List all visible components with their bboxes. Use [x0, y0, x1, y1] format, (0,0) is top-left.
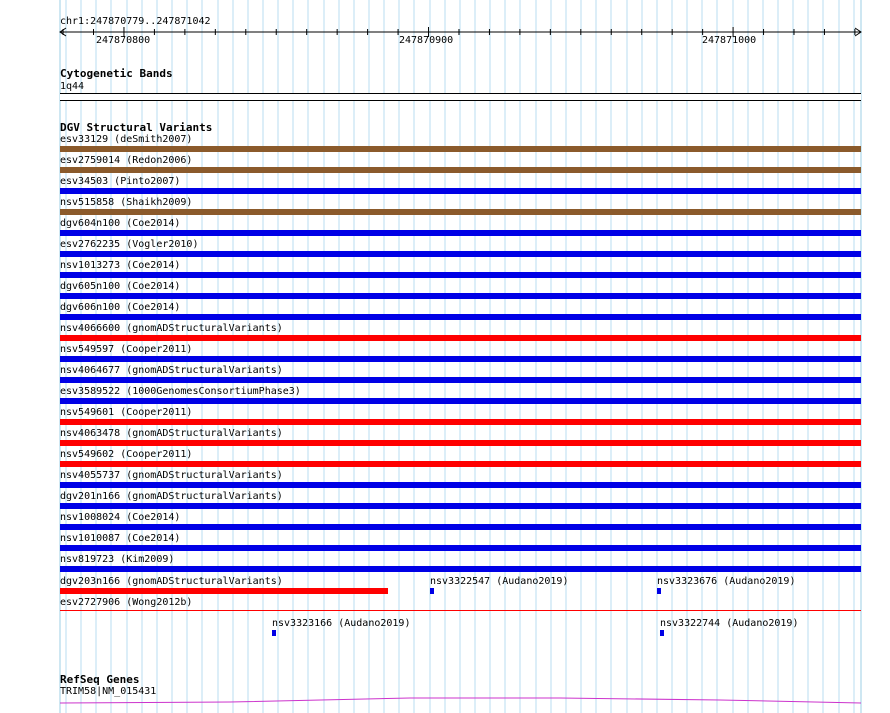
refseq-track-title: RefSeq Genes [60, 673, 140, 686]
dgv-feature-bar[interactable] [60, 167, 861, 173]
dgv-feature-bar[interactable] [60, 566, 861, 572]
dgv-feature-label: esv3589522 (1000GenomesConsortiumPhase3) [60, 386, 301, 397]
dgv-feature-label: nsv549601 (Cooper2011) [60, 407, 193, 418]
dgv-feature-bar[interactable] [60, 588, 388, 594]
dgv-feature-label: nsv3322547 (Audano2019) [430, 576, 569, 587]
cytoband-feature[interactable] [60, 93, 861, 101]
dgv-feature-label: esv33129 (deSmith2007) [60, 134, 193, 145]
dgv-feature-bar[interactable] [60, 440, 861, 446]
ruler-tick-label: 247870800 [96, 35, 151, 46]
dgv-feature-bar[interactable] [60, 419, 861, 425]
dgv-feature-label: nsv819723 (Kim2009) [60, 554, 175, 565]
dgv-feature-label: esv34503 (Pinto2007) [60, 176, 181, 187]
refseq-gene-feature[interactable] [0, 690, 890, 710]
dgv-feature-bar[interactable] [60, 398, 861, 404]
dgv-feature-bar[interactable] [60, 209, 861, 215]
dgv-feature-label: nsv1010087 (Coe2014) [60, 533, 181, 544]
dgv-feature-label: nsv4055737 (gnomADStructuralVariants) [60, 470, 283, 481]
dgv-feature-label: nsv4063478 (gnomADStructuralVariants) [60, 428, 283, 439]
dgv-feature-bar[interactable] [657, 588, 661, 594]
dgv-feature-label: dgv203n166 (gnomADStructuralVariants) [60, 576, 283, 587]
cytoband-label: 1q44 [60, 81, 85, 92]
dgv-feature-bar[interactable] [60, 188, 861, 194]
dgv-feature-bar[interactable] [60, 356, 861, 362]
dgv-feature-bar[interactable] [430, 588, 434, 594]
dgv-feature-label: esv2762235 (Vogler2010) [60, 239, 199, 250]
dgv-feature-bar[interactable] [60, 293, 861, 299]
dgv-track-title: DGV Structural Variants [60, 121, 213, 134]
ruler-tick-label: 247870900 [399, 35, 454, 46]
dgv-feature-label: esv2759014 (Redon2006) [60, 155, 193, 166]
dgv-feature-label: dgv604n100 (Coe2014) [60, 218, 181, 229]
dgv-feature-label: nsv3323676 (Audano2019) [657, 576, 796, 587]
dgv-feature-bar[interactable] [60, 335, 861, 341]
dgv-feature-label: nsv4066600 (gnomADStructuralVariants) [60, 323, 283, 334]
dgv-feature-label: nsv3322744 (Audano2019) [660, 618, 799, 629]
dgv-feature-bar[interactable] [60, 461, 861, 467]
dgv-feature-label: nsv3323166 (Audano2019) [272, 618, 411, 629]
dgv-feature-bar[interactable] [60, 482, 861, 488]
dgv-feature-label: nsv4064677 (gnomADStructuralVariants) [60, 365, 283, 376]
cytobands-track-title: Cytogenetic Bands [60, 67, 173, 80]
dgv-feature-label: dgv201n166 (gnomADStructuralVariants) [60, 491, 283, 502]
dgv-feature-bar[interactable] [60, 377, 861, 383]
dgv-feature-bar[interactable] [60, 503, 861, 509]
dgv-feature-bar[interactable] [660, 630, 664, 636]
dgv-feature-label: nsv1013273 (Coe2014) [60, 260, 181, 271]
dgv-feature-bar[interactable] [60, 524, 861, 530]
dgv-feature-bar[interactable] [60, 545, 861, 551]
dgv-feature-label: nsv549602 (Cooper2011) [60, 449, 193, 460]
dgv-feature-bar[interactable] [60, 146, 861, 152]
dgv-feature-label: nsv1008024 (Coe2014) [60, 512, 181, 523]
location-label: chr1:247870779..247871042 [60, 16, 211, 27]
refseq-gene-label: TRIM58|NM_015431 [60, 686, 157, 697]
dgv-feature-label: dgv606n100 (Coe2014) [60, 302, 181, 313]
dgv-feature-label: nsv549597 (Cooper2011) [60, 344, 193, 355]
dgv-feature-bar[interactable] [60, 314, 861, 320]
ruler-tick-label: 247871000 [702, 35, 757, 46]
dgv-feature-label: dgv605n100 (Coe2014) [60, 281, 181, 292]
dgv-feature-label: esv2727906 (Wong2012b) [60, 597, 193, 608]
dgv-feature-bar[interactable] [60, 272, 861, 278]
dgv-feature-label: nsv515858 (Shaikh2009) [60, 197, 193, 208]
dgv-feature-bar[interactable] [60, 610, 861, 611]
dgv-feature-bar[interactable] [60, 230, 861, 236]
dgv-feature-bar[interactable] [60, 251, 861, 257]
dgv-feature-bar[interactable] [272, 630, 276, 636]
